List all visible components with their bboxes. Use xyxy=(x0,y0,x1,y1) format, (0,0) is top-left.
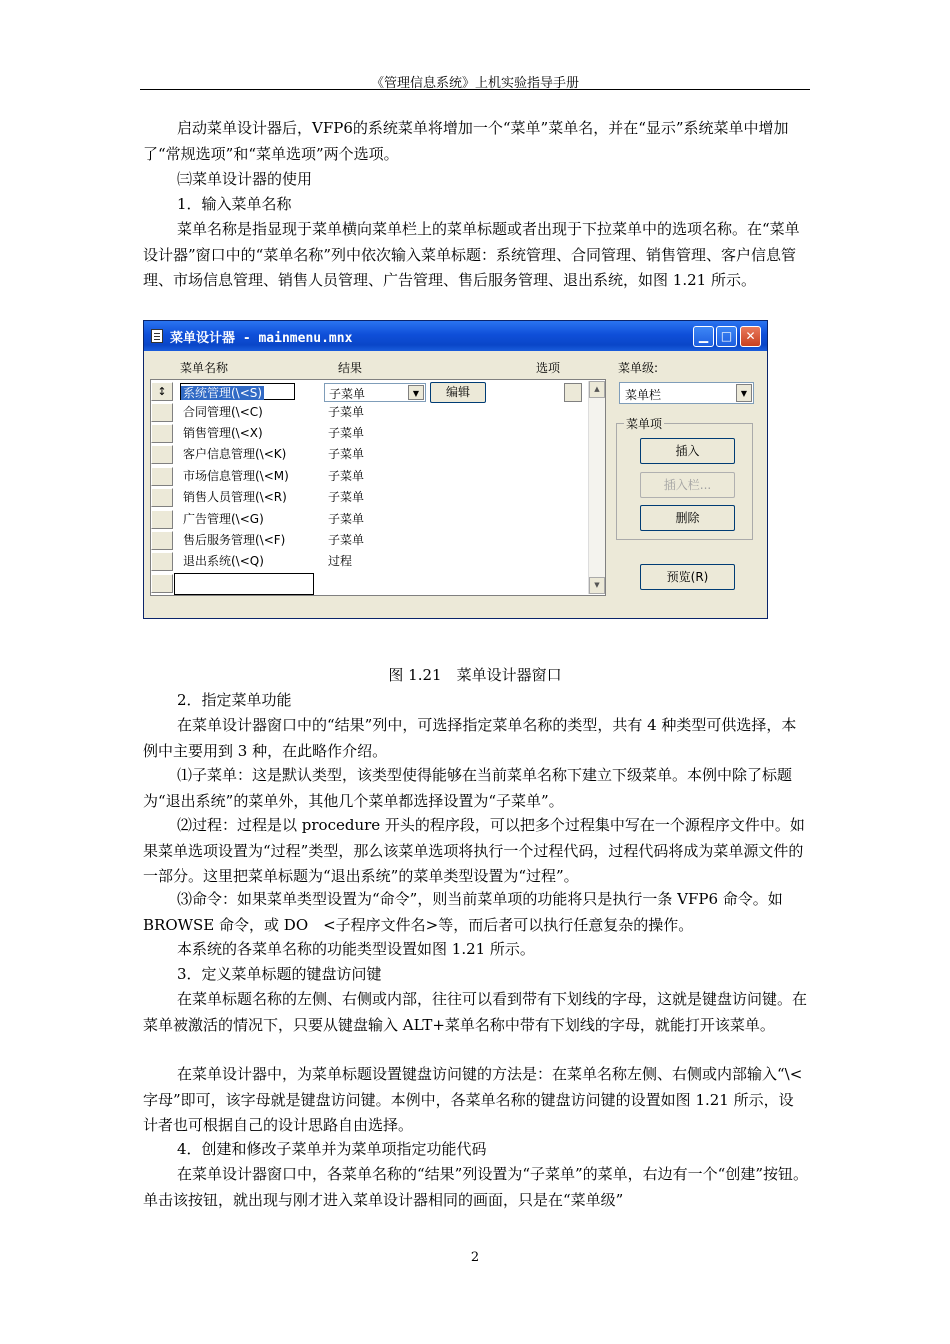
result-select-value: 子菜单 xyxy=(329,387,366,401)
result-select[interactable] xyxy=(324,383,426,402)
row-move-handle[interactable] xyxy=(151,552,173,571)
minimize-icon[interactable]: ▁ xyxy=(693,326,714,347)
subsection-heading: 4．创建和修改子菜单并为菜单项指定功能代码 xyxy=(177,1140,487,1158)
menu-designer-window xyxy=(143,320,768,619)
paragraph: 在菜单标题名称的左侧、右侧或内部，往往可以看到带有下划线的字母，这就是键盘访问键。在菜单被激活的情况下，只要从键盘输入 ALT+菜单名称中带有下划线的字母，就能打开该菜单。 xyxy=(143,990,808,1034)
row-move-handle[interactable] xyxy=(151,531,173,550)
row-move-handle[interactable] xyxy=(151,424,173,443)
edit-button[interactable]: 编辑 xyxy=(430,382,486,403)
row-move-handle[interactable]: ↕ xyxy=(151,382,173,401)
result-cell[interactable]: 子菜单 xyxy=(328,426,365,440)
menu-name-cell[interactable]: 销售人员管理(\<R) xyxy=(183,490,287,504)
menu-name-cell[interactable]: 广告管理(\<G) xyxy=(183,512,264,526)
row-move-handle[interactable] xyxy=(151,574,173,593)
menu-item-group-label: 菜单项 xyxy=(626,417,663,431)
result-cell[interactable]: 子菜单 xyxy=(328,469,365,483)
result-cell[interactable]: 过程 xyxy=(328,554,353,568)
row-move-handle[interactable] xyxy=(151,510,173,529)
result-cell[interactable]: 子菜单 xyxy=(328,533,365,547)
result-cell[interactable]: 子菜单 xyxy=(328,490,365,504)
column-header-options: 选项 xyxy=(536,361,561,375)
preview-button[interactable]: 预览(R) xyxy=(640,564,735,590)
row-move-handle[interactable] xyxy=(151,488,173,507)
subsection-heading: 1．输入菜单名称 xyxy=(177,195,292,213)
row-move-handle[interactable] xyxy=(151,403,173,422)
menu-name-cell[interactable]: 市场信息管理(\<M) xyxy=(183,469,289,483)
paragraph: ⑴子菜单：这是默认类型，该类型使得能够在当前菜单名称下建立下级菜单。本例中除了标题为“退出系统”的菜单外，其他几个菜单都选择设置为“子菜单”。 xyxy=(143,766,793,810)
maximize-icon[interactable]: □ xyxy=(716,326,737,347)
chevron-down-icon[interactable]: ▼ xyxy=(408,385,424,400)
menu-name-cell[interactable]: 销售管理(\<X) xyxy=(183,426,263,440)
menu-name-cell[interactable]: 合同管理(\<C) xyxy=(183,405,263,419)
scroll-up-icon[interactable]: ▲ xyxy=(589,381,605,398)
section-heading: ㈢菜单设计器的使用 xyxy=(177,170,313,188)
paragraph: 启动菜单设计器后，VFP6的系统菜单将增加一个“菜单”菜单名，并在“显示”系统菜单中增加了“常规选项”和“菜单选项”两个选项。 xyxy=(143,119,789,163)
options-button[interactable] xyxy=(564,383,582,402)
insert-bar-button[interactable]: 插入栏... xyxy=(640,472,735,498)
paragraph: 本系统的各菜单名称的功能类型设置如图 1.21 所示。 xyxy=(177,940,535,958)
menu-level-select[interactable] xyxy=(619,382,754,404)
menu-level-value: 菜单栏 xyxy=(625,388,662,402)
grid-scrollbar[interactable] xyxy=(588,381,605,594)
menu-name-cell[interactable]: 客户信息管理(\<K) xyxy=(183,447,287,461)
column-header-name: 菜单名称 xyxy=(180,361,229,375)
result-cell[interactable]: 子菜单 xyxy=(328,447,365,461)
paragraph: 在菜单设计器窗口中，各菜单名称的“结果”列设置为“子菜单”的菜单，右边有一个“创建”按钮。单击该按钮，就出现与刚才进入菜单设计器相同的画面，只是在“菜单级” xyxy=(143,1165,809,1209)
paragraph: 在菜单设计器中，为菜单标题设置键盘访问键的方法是：在菜单名称左侧、右侧或内部输入“\<字母”即可，该字母就是键盘访问键。本例中，各菜单名称的键盘访问键的设置如图 1.21 所示，设计者也可根据自己的设计思路自由选择。 xyxy=(143,1065,803,1134)
result-cell[interactable]: 子菜单 xyxy=(328,405,365,419)
menu-designer-icon xyxy=(151,329,163,343)
close-icon[interactable]: ✕ xyxy=(740,326,761,347)
new-menu-name-input[interactable] xyxy=(174,573,314,595)
header-rule xyxy=(140,89,810,90)
paragraph: ⑵过程：过程是以 procedure 开头的程序段，可以把多个过程集中写在一个源程序文件中。如果菜单选项设置为“过程”类型，那么该菜单选项将执行一个过程代码，过程代码将成为菜单源文件的一部分。这里把菜单标题为“退出系统”的菜单类型设置为“过程”。 xyxy=(143,816,805,885)
window-titlebar xyxy=(144,321,767,351)
menu-name-input[interactable] xyxy=(180,383,295,400)
result-cell[interactable]: 子菜单 xyxy=(328,512,365,526)
paragraph: 菜单名称是指显现于菜单横向菜单栏上的菜单标题或者出现于下拉菜单中的选项名称。在“菜单设计器”窗口中的“菜单名称”列中依次输入菜单标题：系统管理、合同管理、销售管理、客户信息管理、市场信息管理、销售人员管理、广告管理、售后服务管理、退出系统，如图 1.21 所示。 xyxy=(143,220,800,289)
subsection-heading: 2．指定菜单功能 xyxy=(177,691,292,709)
row-move-handle[interactable] xyxy=(151,467,173,486)
window-title: 菜单设计器 - mainmenu.mnx xyxy=(170,331,353,346)
menu-name-selected: 系统管理(\<S) xyxy=(183,386,263,400)
paragraph: ⑶命令：如果菜单类型设置为“命令”，则当前菜单项的功能将只是执行一条 VFP6 命令。如 BROWSE 命令，或 DO <子程序文件名>等，而后者可以执行任意复杂的操作。 xyxy=(143,890,783,934)
chevron-down-icon[interactable]: ▼ xyxy=(736,384,752,402)
paragraph: 在菜单设计器窗口中的“结果”列中，可选择指定菜单名称的类型，共有 4 种类型可供选择，本例中主要用到 3 种，在此略作介绍。 xyxy=(143,716,797,760)
insert-button[interactable]: 插入 xyxy=(640,438,735,464)
delete-button[interactable]: 删除 xyxy=(640,505,735,531)
running-header: 《管理信息系统》上机实验指导手册 xyxy=(370,76,579,91)
row-move-handle[interactable] xyxy=(151,445,173,464)
column-header-result: 结果 xyxy=(338,361,363,375)
menu-name-cell[interactable]: 退出系统(\<Q) xyxy=(183,554,264,568)
figure-caption: 图 1.21 菜单设计器窗口 xyxy=(388,666,562,684)
menu-level-label: 菜单级: xyxy=(618,361,659,375)
page-number: 2 xyxy=(470,1250,480,1265)
menu-name-cell[interactable]: 售后服务管理(\<F) xyxy=(183,533,286,547)
scroll-down-icon[interactable]: ▼ xyxy=(589,577,605,594)
subsection-heading: 3．定义菜单标题的键盘访问键 xyxy=(177,965,382,983)
